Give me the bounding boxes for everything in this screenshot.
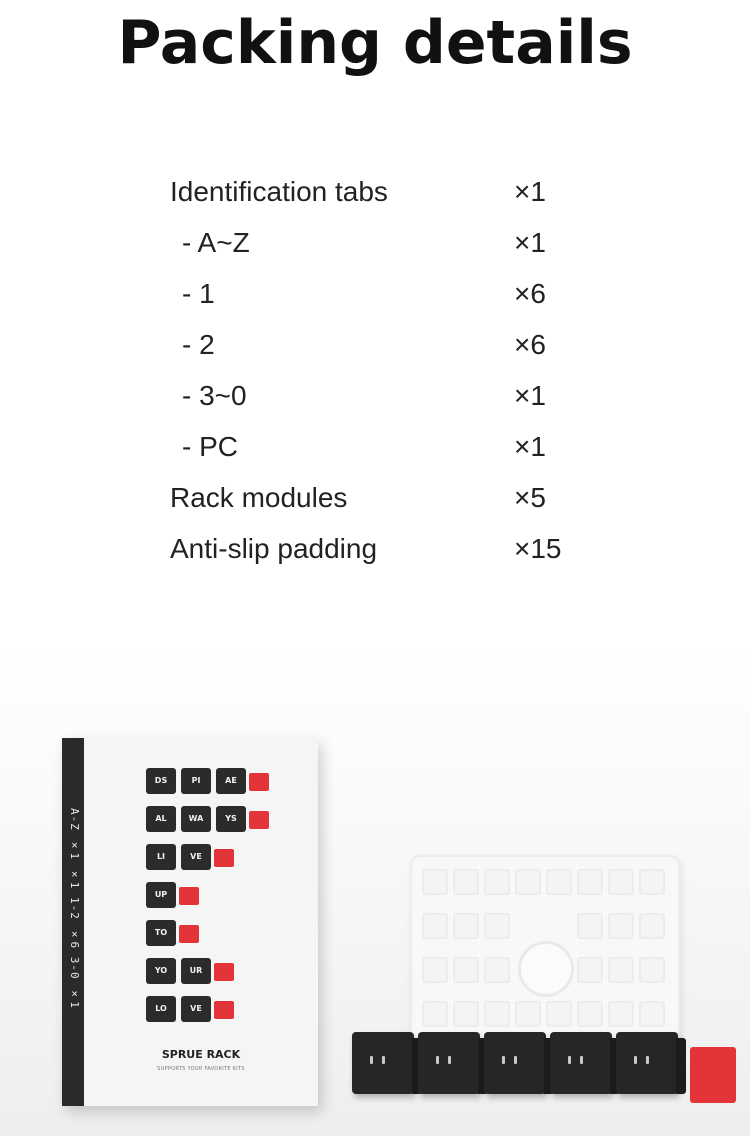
rack-module	[484, 1032, 546, 1094]
sprue-letter	[453, 957, 479, 983]
red-tab	[214, 849, 234, 867]
packing-subitem	[170, 321, 630, 372]
packing-item	[170, 168, 630, 219]
rack-module	[550, 1032, 612, 1094]
module-slot	[514, 1056, 517, 1064]
sprue-letter	[422, 957, 448, 983]
packing-subitem	[170, 270, 630, 321]
letter-sprue	[410, 855, 680, 1055]
sprue-letter	[608, 1001, 634, 1027]
rack-module	[418, 1032, 480, 1094]
sprue-letter	[453, 1001, 479, 1027]
red-tab	[249, 811, 269, 829]
packing-subitem	[170, 219, 630, 270]
product-photo	[0, 640, 750, 1136]
sprue-circle	[518, 941, 574, 997]
sprue-letter	[546, 1001, 572, 1027]
item-quantity: ×15	[514, 533, 562, 564]
box-tagline: SUPPORTS YOUR FAVORITE KITS	[157, 1066, 245, 1072]
letter-tile: YO	[146, 958, 176, 984]
page-title: Packing details	[117, 8, 633, 78]
packing-subitem	[170, 372, 630, 423]
red-tab	[214, 1001, 234, 1019]
module-slot	[448, 1056, 451, 1064]
sprue-letter	[422, 913, 448, 939]
item-label: - 3~0	[182, 380, 247, 411]
letter-tile: WA	[181, 806, 211, 832]
letter-tile: LO	[146, 996, 176, 1022]
letter-tile: AL	[146, 806, 176, 832]
sprue-letter	[577, 869, 603, 895]
sprue-letter	[422, 1001, 448, 1027]
letter-tile: VE	[181, 996, 211, 1022]
sprue-letter	[422, 869, 448, 895]
item-label: - 1	[182, 278, 215, 309]
item-label: Identification tabs	[170, 176, 388, 207]
module-slot	[382, 1056, 385, 1064]
packing-item	[170, 474, 630, 525]
sprue-letter	[577, 1001, 603, 1027]
packing-item	[170, 525, 630, 576]
letter-tile: UP	[146, 882, 176, 908]
red-tab	[249, 773, 269, 791]
packing-list	[170, 168, 630, 576]
letter-tile: YS	[216, 806, 246, 832]
item-quantity: ×1	[514, 227, 546, 258]
module-slot	[568, 1056, 571, 1064]
item-quantity: ×6	[514, 278, 546, 309]
spine-text: A-Z ×1 ×1 1-2 ×6 3-0 ×1	[68, 808, 81, 1009]
item-label: - 2	[182, 329, 215, 360]
letter-tile: DS	[146, 768, 176, 794]
sprue-letter	[577, 957, 603, 983]
module-slot	[370, 1056, 373, 1064]
module-slot	[580, 1056, 583, 1064]
sprue-letter	[453, 869, 479, 895]
red-tab	[214, 963, 234, 981]
sprue-letter	[484, 869, 510, 895]
item-quantity: ×6	[514, 329, 546, 360]
rack-module	[616, 1032, 678, 1094]
red-end-tab	[690, 1047, 736, 1103]
sprue-letter	[484, 1001, 510, 1027]
sprue-letter	[577, 913, 603, 939]
sprue-letter	[639, 869, 665, 895]
sprue-letter	[546, 869, 572, 895]
sprue-letter	[639, 957, 665, 983]
box-brand: SPRUE RACK	[161, 1048, 241, 1061]
sprue-letter	[515, 1001, 541, 1027]
sprue-letter	[608, 957, 634, 983]
sprue-letter	[639, 1001, 665, 1027]
letter-tile: LI	[146, 844, 176, 870]
sprue-letter	[515, 869, 541, 895]
letter-tile: AE	[216, 768, 246, 794]
module-slot	[502, 1056, 505, 1064]
module-slot	[436, 1056, 439, 1064]
sprue-letter	[608, 913, 634, 939]
box-spine	[62, 738, 84, 1106]
sprue-letter	[453, 913, 479, 939]
red-tab	[179, 887, 199, 905]
product-box	[62, 738, 318, 1106]
item-label: - PC	[182, 431, 238, 462]
sprue-letter	[484, 957, 510, 983]
red-tab	[179, 925, 199, 943]
module-slot	[646, 1056, 649, 1064]
item-label: Anti-slip padding	[170, 533, 378, 564]
item-quantity: ×1	[514, 431, 546, 462]
letter-tile: UR	[181, 958, 211, 984]
sprue-letter	[639, 913, 665, 939]
letter-tile: PI	[181, 768, 211, 794]
letter-tile: TO	[146, 920, 176, 946]
letter-tile: VE	[181, 844, 211, 870]
item-quantity: ×1	[514, 176, 546, 207]
sprue-letter	[608, 869, 634, 895]
packing-subitem	[170, 423, 630, 474]
item-label: - A~Z	[182, 227, 250, 258]
item-label: Rack modules	[170, 482, 348, 513]
sprue-letter	[484, 913, 510, 939]
item-quantity: ×5	[514, 482, 546, 513]
box-front	[84, 738, 318, 1106]
item-quantity: ×1	[514, 380, 546, 411]
module-slot	[634, 1056, 637, 1064]
rack-module	[352, 1032, 414, 1094]
